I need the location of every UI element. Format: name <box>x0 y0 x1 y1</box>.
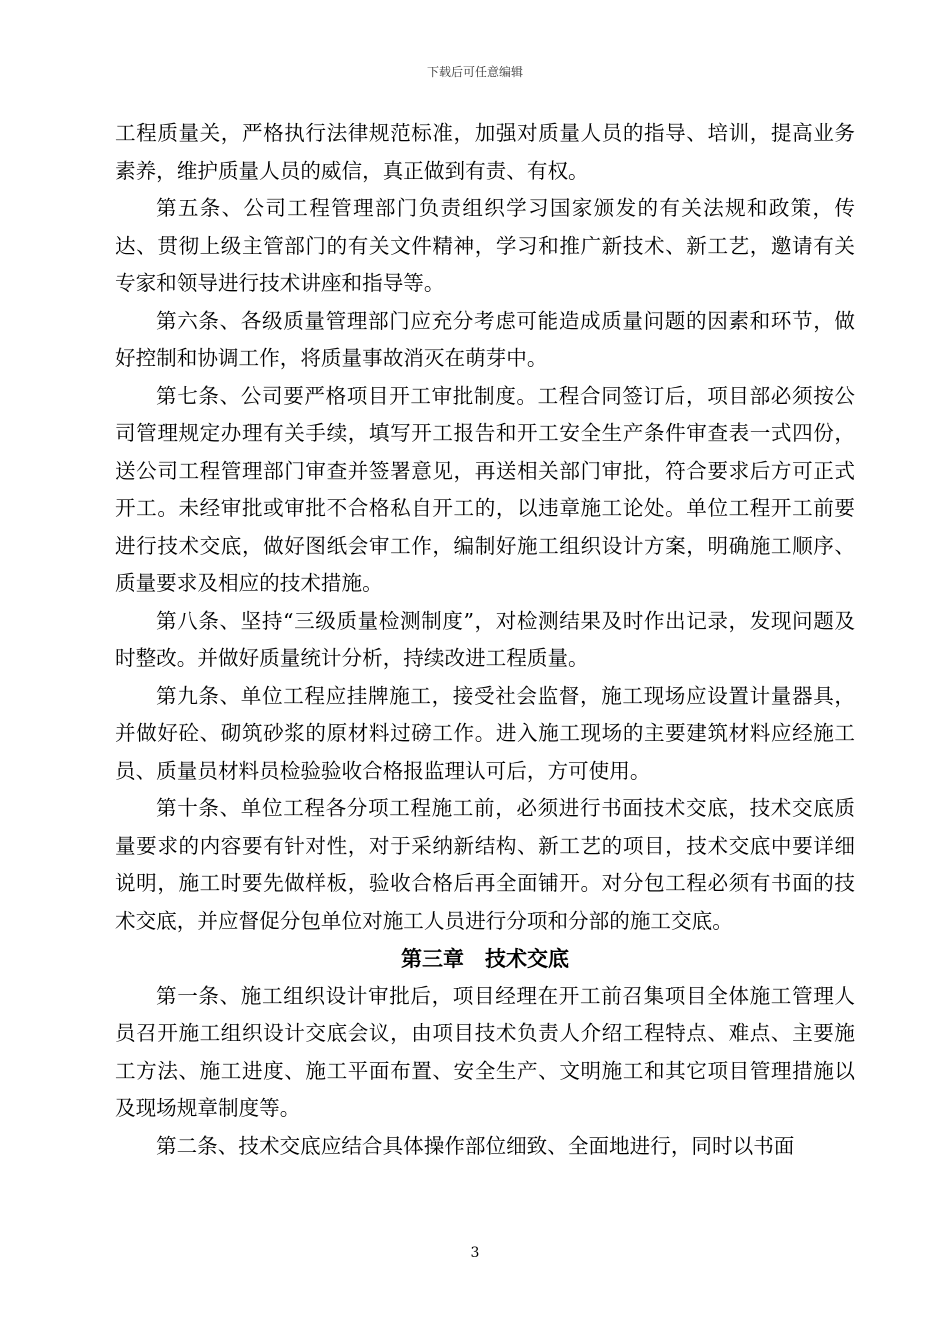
chapter-heading: 第三章 技术交底 <box>401 946 569 971</box>
paragraph-continued: 工程质量关，严格执行法律规范标准，加强对质量人员的指导、培训，提高业务素养，维护质量人员的威信，真正做到有责、有权。 <box>115 121 855 183</box>
article-7-paragraph: 第七条、公司要严格项目开工审批制度。工程合同签订后，项目部必须按公司管理规定办理有关手续，填写开工报告和开工安全生产条件审查表一式四份，送公司工程管理部门审查并签署意见，再送相关部门审批，符合要求后方可正式开工。未经审批或审批不合格私自开工的，以违章施工论处。单位工程开工前要进行技术交底，做好图纸会审工作，编制好施工组织设计方案，明确施工顺序、质量要求及相应的技术措施。 <box>115 383 855 595</box>
document-body <box>115 115 855 1165</box>
article-6-paragraph: 第六条、各级质量管理部门应充分考虑可能造成质量问题的因素和环节，做好控制和协调工作，将质量事故消灭在萌芽中。 <box>115 308 855 370</box>
chapter-article-2-paragraph: 第二条、技术交底应结合具体操作部位细致、全面地进行，同时以书面 <box>156 1133 795 1158</box>
article-9-paragraph: 第九条、单位工程应挂牌施工，接受社会监督，施工现场应设置计量器具，并做好砼、砌筑砂浆的原材料过磅工作。进入施工现场的主要建筑材料应经施工员、质量员材料员检验验收合格报监理认可后，方可使用。 <box>115 683 855 783</box>
article-8-paragraph: 第八条、坚持“三级质量检测制度”，对检测结果及时作出记录，发现问题及时整改。并做好质量统计分析，持续改进工程质量。 <box>115 608 855 670</box>
chapter-article-1-paragraph: 第一条、施工组织设计审批后，项目经理在开工前召集项目全体施工管理人员召开施工组织设计交底会议，由项目技术负责人介绍工程特点、难点、主要施工方法、施工进度、施工平面布置、安全生产、文明施工和其它项目管理措施以及现场规章制度等。 <box>115 983 855 1120</box>
article-5-paragraph: 第五条、公司工程管理部门负责组织学习国家颁发的有关法规和政策，传达、贯彻上级主管部门的有关文件精神，学习和推广新技术、新工艺，邀请有关专家和领导进行技术讲座和指导等。 <box>115 196 855 295</box>
page-header: 下载后可任意编辑 <box>426 65 523 79</box>
page-number: 3 <box>470 1245 480 1261</box>
article-10-paragraph: 第十条、单位工程各分项工程施工前，必须进行书面技术交底，技术交底质量要求的内容要有针对性，对于采纳新结构、新工艺的项目，技术交底中要详细说明，施工时要先做样板，验收合格后再全面铺开。对分包工程必须有书面的技术交底，并应督促分包单位对施工人员进行分项和分部的施工交底。 <box>115 796 855 933</box>
